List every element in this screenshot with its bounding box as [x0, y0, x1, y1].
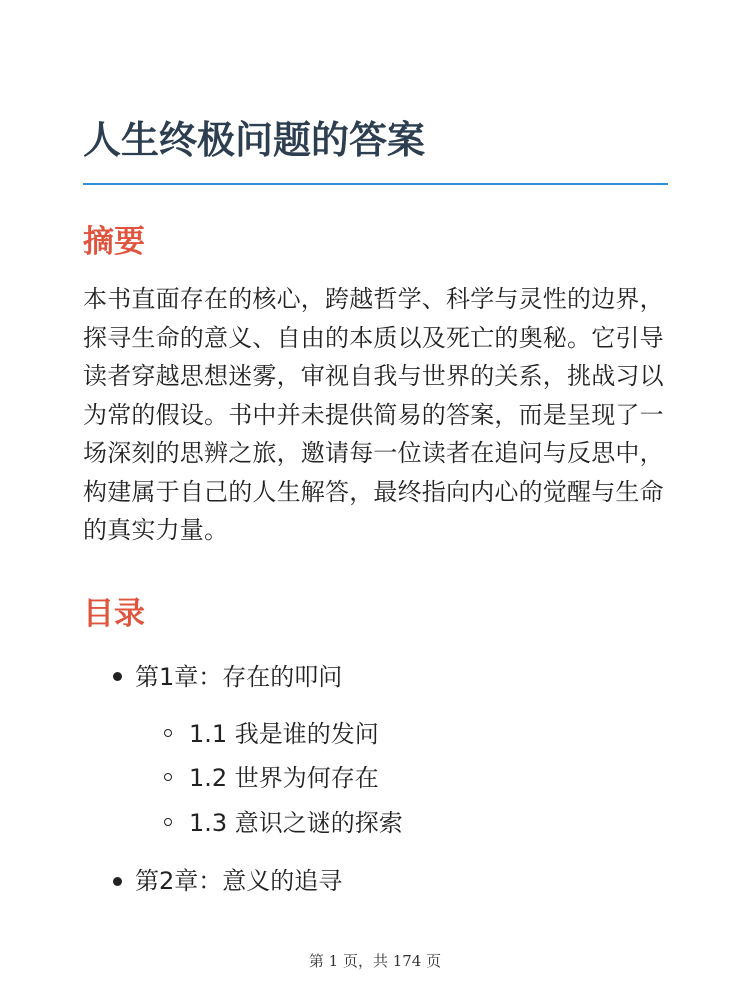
toc-section-1-1[interactable]: 1.1 我是谁的发问	[189, 720, 379, 748]
chapter-bullet-icon	[113, 672, 122, 681]
section-bullet-icon	[164, 773, 172, 781]
document-title: 人生终极问题的答案	[83, 118, 426, 162]
toc-chapter-1[interactable]: 第1章：存在的叩问	[135, 663, 343, 691]
abstract-text: 本书直面存在的核心，跨越哲学、科学与灵性的边界，探寻生命的意义、自由的本质以及死亡的奥秘。它引导读者穿越思想迷雾，审视自我与世界的关系，挑战习以为常的假设。书中并未提供简易的答案，而是呈现了一场深刻的思辨之旅，邀请每一位读者在追问与反思中，构建属于自己的人生解答，最终指向内心的觉醒与生命的真实力量。	[83, 285, 664, 544]
chapter-bullet-icon	[113, 877, 122, 886]
section-bullet-icon	[164, 729, 172, 737]
toc-section-1-3[interactable]: 1.3 意识之谜的探索	[189, 809, 403, 837]
toc-section-1-2[interactable]: 1.2 世界为何存在	[189, 764, 379, 792]
page-number: 第 1 页，共 174 页	[308, 952, 442, 970]
abstract-heading: 摘要	[83, 224, 145, 260]
title-divider	[83, 183, 668, 185]
section-bullet-icon	[164, 818, 172, 826]
toc-chapter-2[interactable]: 第2章：意义的追寻	[135, 867, 343, 895]
toc-heading: 目录	[83, 596, 145, 632]
